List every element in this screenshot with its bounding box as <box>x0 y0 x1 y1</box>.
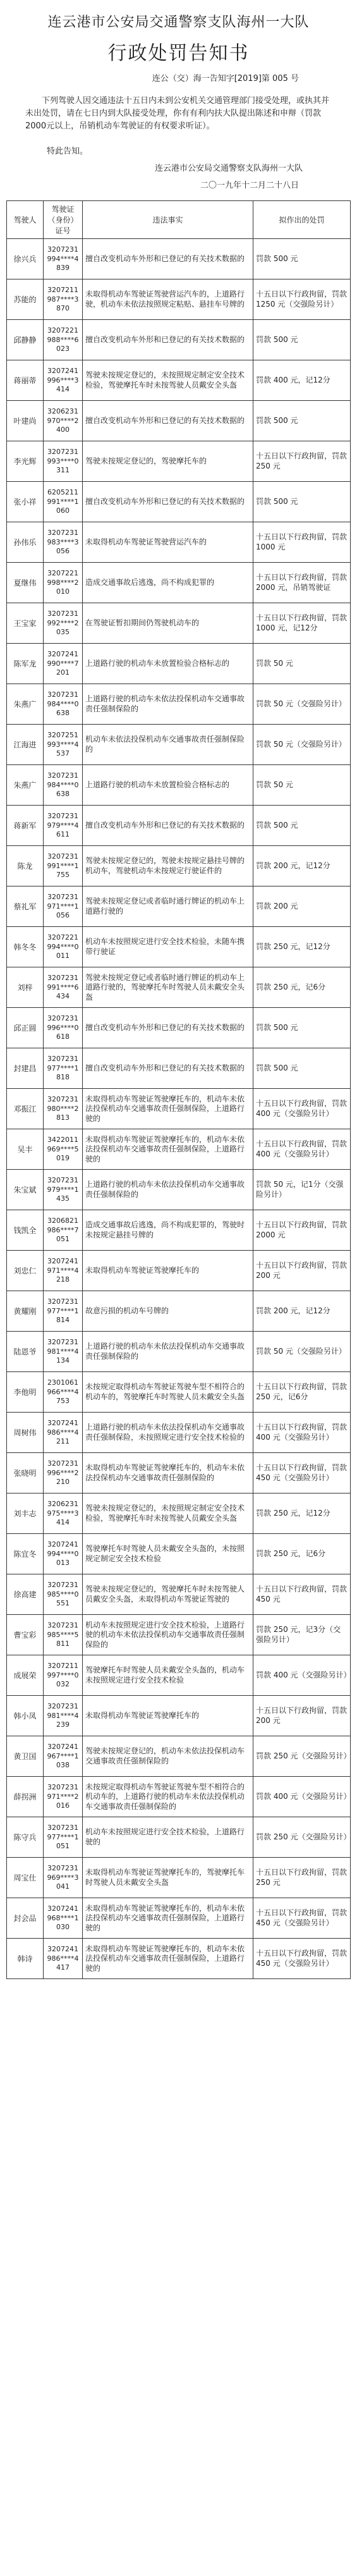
penalty-text: 十五日以下行政拘留，罚款 250 元 <box>253 441 351 482</box>
driver-name: 苏能的 <box>7 279 44 320</box>
violation-fact: 驾驶未按规定登记的，驾驶摩托车的 <box>83 441 253 482</box>
table-row <box>7 1655 351 1696</box>
penalty-text: 十五日以下行政拘留，罚款 450 元 <box>253 1574 351 1615</box>
license-number: 3207221998****2010 <box>44 563 83 603</box>
violation-fact: 机动车未按照规定进行安全技术检验，未随车携带行驶证 <box>83 927 253 967</box>
violation-fact: 未取得机动车驾驶证驾驶摩托车的，机动车未依法投保机动车交通事故责任强制保险，上道路行驶的 <box>83 1898 253 1939</box>
driver-name: 朱燕广 <box>7 765 44 806</box>
penalty-text: 十五日以下行政拘留，罚款 1250 元（交强险另计） <box>253 279 351 320</box>
table-row <box>7 1574 351 1615</box>
table-row <box>7 644 351 684</box>
driver-name: 徐兴兵 <box>7 239 44 279</box>
penalty-text: 十五日以下行政拘留，罚款 200 元 <box>253 1696 351 1736</box>
table-row <box>7 482 351 522</box>
header-driver: 驾驶人 <box>7 201 44 239</box>
driver-name: 黄卫国 <box>7 1736 44 1777</box>
table-row <box>7 1493 351 1534</box>
penalty-text: 罚款 250 元，记12分 <box>253 1493 351 1534</box>
license-number: 3207231991****6434 <box>44 967 83 1008</box>
license-number: 3207231977****1818 <box>44 1048 83 1089</box>
driver-name: 刘丰志 <box>7 1493 44 1534</box>
penalty-text: 十五日以下行政拘留，罚款 450 元（交强险另计） <box>253 1453 351 1493</box>
table-row <box>7 684 351 725</box>
driver-name: 朱宝斌 <box>7 1170 44 1210</box>
license-number: 3207231971****1056 <box>44 886 83 927</box>
header-license: 驾驶证（身份）证号 <box>44 201 83 239</box>
penalty-text: 十五日以下行政拘留，罚款 1000 元，记12分 <box>253 603 351 644</box>
violation-fact: 未取得机动车驾驶证驾驶摩托车的，驾驶摩托车时驾驶人员未戴安全头盔 <box>83 1858 253 1898</box>
driver-name: 刘忠仁 <box>7 1251 44 1291</box>
table-row <box>7 1777 351 1817</box>
violation-fact: 上道路行驶的机动车未放置检验合格标志的 <box>83 765 253 806</box>
license-number: 3207231996****0618 <box>44 1008 83 1048</box>
license-number: 3207231996****2210 <box>44 1453 83 1493</box>
table-row <box>7 1048 351 1089</box>
license-number: 3207231979****4611 <box>44 806 83 846</box>
penalty-text: 罚款 50 元（交强险另计） <box>253 684 351 725</box>
table-row <box>7 886 351 927</box>
license-number: 6205211991****1060 <box>44 482 83 522</box>
penalty-text: 十五日以下行政拘留，罚款 450 元（交强险另计） <box>253 1939 351 1979</box>
notice-page <box>0 11 357 1979</box>
penalty-text: 十五日以下行政拘留，罚款 250 元 <box>253 1858 351 1898</box>
license-number: 2301061966****4753 <box>44 1372 83 1413</box>
license-number: 3207211997****0032 <box>44 1655 83 1696</box>
table-row <box>7 1453 351 1493</box>
penalty-text: 罚款 500 元 <box>253 1008 351 1048</box>
penalty-text: 罚款 250 元（交强险另计） <box>253 1736 351 1777</box>
penalty-text: 罚款 500 元 <box>253 401 351 441</box>
license-number: 3207231984****0638 <box>44 684 83 725</box>
driver-name: 邓振江 <box>7 1089 44 1129</box>
violation-fact: 驾驶未按规定登记或者临时通行牌证的机动车上道路行驶的，驾驶摩托车时驾驶人员未戴安全头盔 <box>83 967 253 1008</box>
violation-fact: 机动车未依法投保机动车交通事故责任强制保险的 <box>83 725 253 765</box>
violation-fact: 上道路行驶的机动车未放置检验合格标志的 <box>83 644 253 684</box>
violation-fact: 未取得机动车驾驶证驾驶营运汽车的，上道路行驶，机动车未依法按照规定粘贴、悬挂车号牌的 <box>83 279 253 320</box>
license-number: 3207221994****0011 <box>44 927 83 967</box>
license-number: 3207221988****6023 <box>44 320 83 360</box>
penalty-text: 罚款 50 元 <box>253 765 351 806</box>
table-body <box>7 239 351 1979</box>
driver-name: 江海进 <box>7 725 44 765</box>
license-number: 3207231979****1435 <box>44 1170 83 1210</box>
table-row <box>7 1939 351 1979</box>
driver-name: 陈军龙 <box>7 644 44 684</box>
driver-name: 王宝家 <box>7 603 44 644</box>
table-row <box>7 563 351 603</box>
table-row <box>7 725 351 765</box>
driver-name: 邱正圆 <box>7 1008 44 1048</box>
license-number: 3207231994****4839 <box>44 239 83 279</box>
violation-fact: 机动车未按照规定进行安全技术检验，上道路行驶的机动车未依法投保机动车交通事故责任强制保险的 <box>83 1615 253 1655</box>
license-number: 3207241986****4211 <box>44 1413 83 1453</box>
driver-name: 薛拐洲 <box>7 1777 44 1817</box>
license-number: 3422011969****5019 <box>44 1129 83 1170</box>
violation-fact: 造成交通事故后逃逸，尚不构成犯罪的 <box>83 563 253 603</box>
penalty-text: 罚款 400 元（交强险另计） <box>253 1655 351 1696</box>
violation-fact: 驾驶未按规定登记的，机动车未依法投保机动车交通事故责任强制保险的 <box>83 1736 253 1777</box>
table-row <box>7 1736 351 1777</box>
table-row <box>7 967 351 1008</box>
special-notice: 特此告知。 <box>47 147 88 157</box>
table-row <box>7 927 351 967</box>
penalty-text: 十五日以下行政拘留，罚款 1000 元 <box>253 522 351 563</box>
driver-name: 蒋新军 <box>7 806 44 846</box>
license-number: 3207241996****3414 <box>44 360 83 401</box>
penalty-text: 十五日以下行政拘留，罚款 400 元（交强险另计） <box>253 1129 351 1170</box>
table-row <box>7 1372 351 1413</box>
signature-org: 连云港市公安局交通警察支队海州一大队 <box>154 164 303 174</box>
driver-name: 张小祥 <box>7 482 44 522</box>
table-row <box>7 522 351 563</box>
table-row <box>7 1170 351 1210</box>
license-number: 3207231980****2813 <box>44 1089 83 1129</box>
license-number: 3206231970****2400 <box>44 401 83 441</box>
penalty-text: 十五日以下行政拘留，罚款 2000 元，吊销驾驶证 <box>253 563 351 603</box>
table-row <box>7 1615 351 1655</box>
table-header-row <box>7 201 351 239</box>
penalty-text: 罚款 200 元 <box>253 886 351 927</box>
penalty-text: 十五日以下行政拘留，罚款 400 元（交强险另计） <box>253 1089 351 1129</box>
table-row <box>7 1858 351 1898</box>
violation-fact: 未取得机动车驾驶证驾驶摩托车的，机动车未依法投保机动车交通事故责任强制保险，上道路行驶的 <box>83 1939 253 1979</box>
penalty-text: 罚款 250 元，记6分 <box>253 1534 351 1574</box>
violation-fact: 驾驶摩托车时驾驶人员未戴安全头盔的，未按照规定制定安全技术检验 <box>83 1534 253 1574</box>
driver-name: 吴丰 <box>7 1129 44 1170</box>
penalty-text: 罚款 500 元 <box>253 482 351 522</box>
violation-fact: 擅自改变机动车外形和已登记的有关技术数据的 <box>83 1048 253 1089</box>
violation-fact: 驾驶未按规定登记的，未按照规定制定安全技术检验，驾驶摩托车时未按驾驶人员戴安全头盔 <box>83 1493 253 1534</box>
license-number: 3207231977****1051 <box>44 1817 83 1858</box>
license-number: 3207231993****0311 <box>44 441 83 482</box>
table-row <box>7 1129 351 1170</box>
driver-name: 徐高建 <box>7 1574 44 1615</box>
table-row <box>7 1251 351 1291</box>
penalty-text: 十五日以下行政拘留，罚款 2000 元 <box>253 1210 351 1251</box>
license-number: 3207231983****3056 <box>44 522 83 563</box>
penalty-text: 罚款 250 元，记12分 <box>253 927 351 967</box>
table-row <box>7 603 351 644</box>
driver-name: 李他明 <box>7 1372 44 1413</box>
driver-name: 叶建尚 <box>7 401 44 441</box>
table-row <box>7 1534 351 1574</box>
license-number: 3207231969****3041 <box>44 1858 83 1898</box>
license-number: 3207231985****5811 <box>44 1615 83 1655</box>
license-number: 3207241971****4218 <box>44 1251 83 1291</box>
intro-paragraph: 下列驾驶人因交通违法十五日内未到公安机关交通管理部门接受处理，或执其并未出处罚，请在七日内到大队接受处理，你有有利内扶大队提出陈述和申辩（罚款2000元以上，吊销机动车驾驶证的有权要求听证）。 <box>25 96 330 132</box>
license-number: 3206821986****7051 <box>44 1210 83 1251</box>
violation-fact: 驾驶未按规定登记的，驾驶摩托车时未按驾驶人员戴安全头盔，未取得机动车驾驶证驾驶的 <box>83 1574 253 1615</box>
violation-fact: 上道路行驶的机动车未依法投保机动车交通事故责任强制保险的 <box>83 1332 253 1372</box>
driver-name: 陈龙 <box>7 846 44 886</box>
violation-fact: 上道路行驶的机动车未依法投保机动车交通事故责任强制保险的 <box>83 1170 253 1210</box>
driver-name: 曹宝彩 <box>7 1615 44 1655</box>
table-row <box>7 1696 351 1736</box>
document-number: 连公（交）海一告知字[2019]第 005 号 <box>152 74 299 83</box>
violation-fact: 未取得机动车驾驶证驾驶摩托车的 <box>83 1251 253 1291</box>
violation-fact: 擅自改变机动车外形和已登记的有关技术数据的 <box>83 320 253 360</box>
penalty-text: 十五日以下行政拘留，罚款 450 元（交强险另计） <box>253 1898 351 1939</box>
driver-name: 张晓明 <box>7 1453 44 1493</box>
violation-fact: 未取得机动车驾驶证驾驶摩托车的，机动车未依法投保机动车交通事故责任强制保险，上道路行驶的 <box>83 1129 253 1170</box>
driver-name: 陈守兵 <box>7 1817 44 1858</box>
penalty-text: 罚款 50 元 <box>253 644 351 684</box>
driver-name: 韩冬冬 <box>7 927 44 967</box>
penalty-text: 罚款 500 元 <box>253 239 351 279</box>
penalty-text: 罚款 500 元 <box>253 1048 351 1089</box>
driver-name: 封建昌 <box>7 1048 44 1089</box>
driver-name: 成展荣 <box>7 1655 44 1696</box>
penalty-text: 十五日以下行政拘留，罚款 250 元，记6分 <box>253 1372 351 1413</box>
violation-fact: 造成交通事故后逃逸，尚不构成犯罪的，驾驶时未按规定悬挂号牌的 <box>83 1210 253 1251</box>
driver-name: 蔡礼军 <box>7 886 44 927</box>
penalty-text: 罚款 200 元，记12分 <box>253 846 351 886</box>
license-number: 3207241990****7201 <box>44 644 83 684</box>
table-row <box>7 1332 351 1372</box>
driver-name: 刘梓 <box>7 967 44 1008</box>
table-row <box>7 320 351 360</box>
violation-fact: 擅自改变机动车外形和已登记的有关技术数据的 <box>83 401 253 441</box>
license-number: 3206231975****3414 <box>44 1493 83 1534</box>
driver-name: 邱静静 <box>7 320 44 360</box>
violation-fact: 未取得机动车驾驶证驾驶摩托车的，机动车未依法投保机动车交通事故责任强制保险的 <box>83 1453 253 1493</box>
penalty-text: 罚款 500 元 <box>253 320 351 360</box>
driver-name: 封会品 <box>7 1898 44 1939</box>
penalty-text: 罚款 250 元，记6分 <box>253 967 351 1008</box>
signature-block <box>0 161 357 190</box>
penalty-text: 罚款 50 元，记1分（交强险另计） <box>253 1170 351 1210</box>
penalty-table <box>6 200 351 1979</box>
penalty-text: 罚款 50 元（交强险另计） <box>253 725 351 765</box>
license-number: 3207231971****2016 <box>44 1777 83 1817</box>
license-number: 3207211987****3870 <box>44 279 83 320</box>
penalty-text: 十五日以下行政拘留，罚款 200 元 <box>253 1251 351 1291</box>
table-row <box>7 846 351 886</box>
license-number: 3207231991****1755 <box>44 846 83 886</box>
table-row <box>7 1210 351 1251</box>
table-row <box>7 1291 351 1332</box>
violation-fact: 未按规定取得机动车驾驶证驾驶车型不相符合的机动车的，上道路行驶的机动车未依法投保机动车交通事故责任强制保险的 <box>83 1777 253 1817</box>
table-row <box>7 1089 351 1129</box>
violation-fact: 在驾驶证暂扣期间仍驾驶机动车的 <box>83 603 253 644</box>
table-row <box>7 239 351 279</box>
license-number: 3207231981****4239 <box>44 1696 83 1736</box>
driver-name: 蒋丽蒂 <box>7 360 44 401</box>
driver-name: 韩小凤 <box>7 1696 44 1736</box>
header-fact: 违法事实 <box>83 201 253 239</box>
table-row <box>7 279 351 320</box>
table-row <box>7 806 351 846</box>
table-row <box>7 1008 351 1048</box>
penalty-text: 罚款 250 元，记3分（交强险另计） <box>253 1615 351 1655</box>
violation-fact: 上道路行驶的机动车未依法投保机动车交通事故责任强制保险的 <box>83 684 253 725</box>
license-number: 3207241994****0013 <box>44 1534 83 1574</box>
table-row <box>7 765 351 806</box>
table-row <box>7 1817 351 1858</box>
driver-name: 李光辉 <box>7 441 44 482</box>
driver-name: 韩诗 <box>7 1939 44 1979</box>
violation-fact: 未取得机动车驾驶证驾驶营运汽车的 <box>83 522 253 563</box>
driver-name: 夏继伟 <box>7 563 44 603</box>
license-number: 3207231981****4134 <box>44 1332 83 1372</box>
violation-fact: 驾驶未按规定登记或者临时通行牌证的机动车上道路行驶的 <box>83 886 253 927</box>
penalty-text: 罚款 400 元，记12分 <box>253 360 351 401</box>
violation-fact: 擅自改变机动车外形和已登记的有关技术数据的 <box>83 1008 253 1048</box>
header-penalty: 拟作出的处罚 <box>253 201 351 239</box>
penalty-text: 罚款 400 元（交强险另计） <box>253 1777 351 1817</box>
license-number: 3207241986****4417 <box>44 1939 83 1979</box>
violation-fact: 未取得机动车驾驶证驾驶摩托车的 <box>83 1696 253 1736</box>
driver-name: 孙伟乐 <box>7 522 44 563</box>
driver-name: 周宝仕 <box>7 1858 44 1898</box>
table-row <box>7 1898 351 1939</box>
penalty-text: 十五日以下行政拘留，罚款 400 元（交强险另计） <box>253 1413 351 1453</box>
penalty-text: 罚款 200 元，记12分 <box>253 1291 351 1332</box>
violation-fact: 未取得机动车驾驶证驾驶摩托车的，机动车未依法投保机动车交通事故责任强制保险，上道路行驶的 <box>83 1089 253 1129</box>
violation-fact: 擅自改变机动车外形和已登记的有关技术数据的 <box>83 806 253 846</box>
violation-fact: 上道路行驶的机动车未依法投保机动车交通事故责任强制保险，未按照规定进行安全技术检验的 <box>83 1413 253 1453</box>
violation-fact: 驾驶未按规定登记的，驾驶未按规定悬挂号牌的机动车，驾驶机动车未按规定行驶证件的 <box>83 846 253 886</box>
license-number: 3207241968****1030 <box>44 1898 83 1939</box>
license-number: 3207251993****4537 <box>44 725 83 765</box>
table-row <box>7 1413 351 1453</box>
license-number: 3207231985****0551 <box>44 1574 83 1615</box>
document-title: 行政处罚告知书 <box>107 42 250 64</box>
signature-date: 二〇一九年十二月二十八日 <box>200 181 299 191</box>
license-number: 3207231977****1814 <box>44 1291 83 1332</box>
table-row <box>7 360 351 401</box>
driver-name: 朱燕广 <box>7 684 44 725</box>
violation-fact: 未按规定取得机动车驾驶证驾驶车型不相符合的机动车的，驾驶摩托车时驾驶人员未戴安全头盔 <box>83 1372 253 1413</box>
license-number: 3207231992****2035 <box>44 603 83 644</box>
issuer-title: 连云港市公安局交通警察支队海州一大队 <box>47 15 310 30</box>
violation-fact: 驾驶摩托车时驾驶人员未戴安全头盔的，机动车未按照规定进行安全技术检验 <box>83 1655 253 1696</box>
violation-fact: 机动车未按照规定进行安全技术检验，上道路行驶的 <box>83 1817 253 1858</box>
penalty-text: 罚款 500 元 <box>253 806 351 846</box>
penalty-text: 罚款 250 元（交强险另计） <box>253 1817 351 1858</box>
license-number: 3207241967****1038 <box>44 1736 83 1777</box>
license-number: 3207231984****0638 <box>44 765 83 806</box>
driver-name: 黄耀刚 <box>7 1291 44 1332</box>
driver-name: 陈宜冬 <box>7 1534 44 1574</box>
penalty-text: 罚款 50 元（交强险另计） <box>253 1332 351 1372</box>
table-row <box>7 401 351 441</box>
violation-fact: 擅自改变机动车外形和已登记的有关技术数据的 <box>83 239 253 279</box>
violation-fact: 驾驶未按规定登记的，未按照规定制定安全技术检验，驾驶摩托车时未按驾驶人员戴安全头盔 <box>83 360 253 401</box>
driver-name: 钱凯全 <box>7 1210 44 1251</box>
violation-fact: 擅自改变机动车外形和已登记的有关技术数据的 <box>83 482 253 522</box>
driver-name: 周树伟 <box>7 1413 44 1453</box>
driver-name: 陆恩爷 <box>7 1332 44 1372</box>
table-row <box>7 441 351 482</box>
violation-fact: 故意污损的机动车号牌的 <box>83 1291 253 1332</box>
